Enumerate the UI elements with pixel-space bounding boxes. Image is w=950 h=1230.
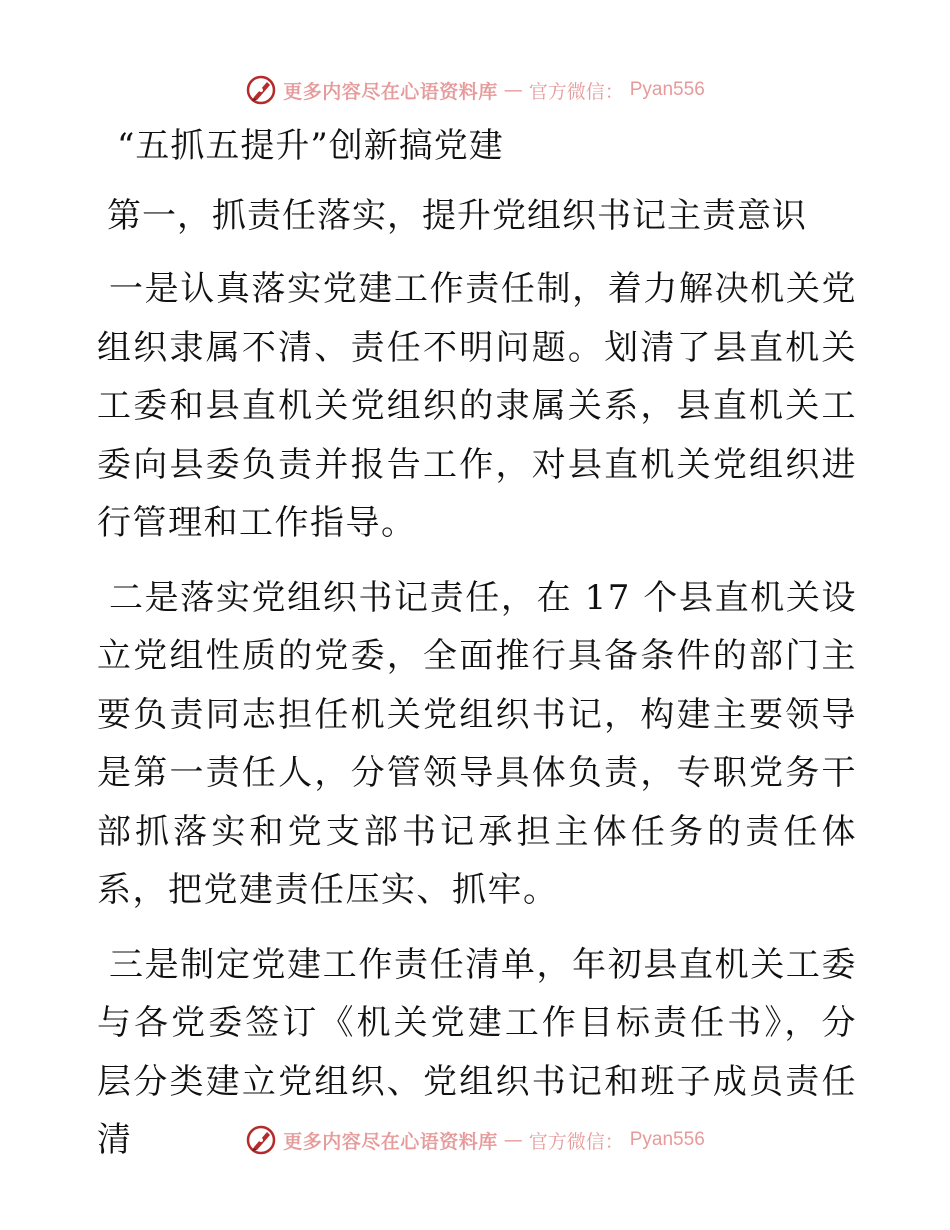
section-heading: 第一，抓责任落实，提升党组织书记主责意识 <box>107 196 807 236</box>
watermark-label: 官方微信： <box>528 80 624 103</box>
pen-logo-icon <box>245 1124 277 1156</box>
watermark-separator: — <box>503 1129 523 1151</box>
watermark-text: 更多内容尽在心语资料库 <box>283 80 498 103</box>
watermark-separator: — <box>503 79 523 101</box>
watermark-header <box>0 70 950 110</box>
watermark-footer <box>0 1120 950 1160</box>
paragraph: 二是落实党组织书记责任，在 17 个县直机关设立党组性质的党委，全面推行具备条件的部门主要负责同志担任机关党组织书记，构建主要领导是第一责任人，分管领导具体负责，专职党务干部抓落实和党支部书记承担主体任务的责任体系，把党建责任压实、抓牢。 <box>97 577 857 910</box>
watermark-label: 官方微信： <box>528 1130 624 1153</box>
paragraph: 三是制定党建工作责任清单，年初县直机关工委与各党委签订《机关党建工作目标责任书》，分层分类建立党组织、党组织书记和班子成员责任清 <box>97 944 857 1160</box>
watermark-wechat-id: Pyan556 <box>629 1129 705 1150</box>
pen-logo-icon <box>245 74 277 106</box>
watermark-wechat-id: Pyan556 <box>629 79 705 100</box>
document-body <box>97 118 857 1186</box>
paragraph: 一是认真落实党建工作责任制，着力解决机关党组织隶属不清、责任不明问题。划清了县直机关工委和县直机关党组织的隶属关系，县直机关工委向县委负责并报告工作，对县直机关党组织进行管理和工作指导。 <box>97 269 857 543</box>
document-title: “五抓五提升”创新搞党建 <box>117 126 504 166</box>
watermark-text: 更多内容尽在心语资料库 <box>283 1130 498 1153</box>
